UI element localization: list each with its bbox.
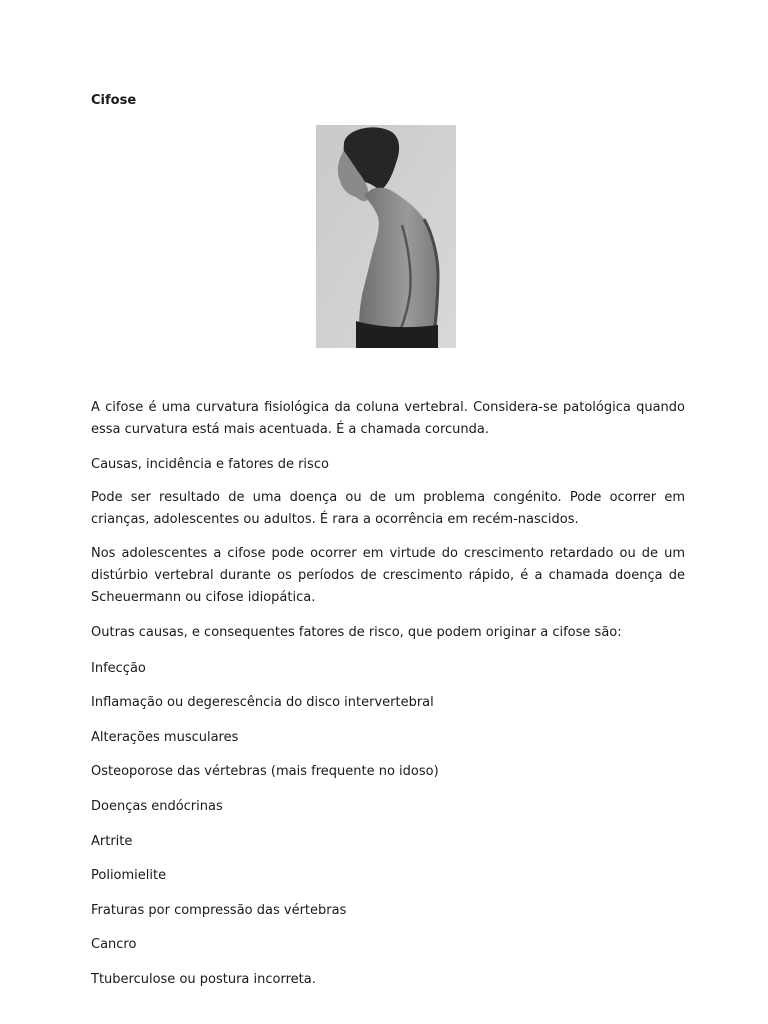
list-item: Cancro bbox=[91, 937, 137, 952]
list-item: Osteoporose das vértebras (mais frequente no idoso) bbox=[91, 764, 439, 779]
list-item: Infecção bbox=[91, 661, 146, 676]
person-profile-icon bbox=[316, 125, 456, 348]
list-item: Fraturas por compressão das vértebras bbox=[91, 903, 347, 918]
section-heading-causes: Causas, incidência e fatores de risco bbox=[91, 457, 329, 472]
list-item: Inflamação ou degerescência do disco intervertebral bbox=[91, 695, 434, 710]
intro-paragraph: A cifose é uma curvatura fisiológica da coluna vertebral. Considera-se patológica quando essa curvatura está mais acentuada. É a chamada corcunda. bbox=[91, 400, 685, 437]
paragraph-origin: Pode ser resultado de uma doença ou de um problema congénito. Pode ocorrer em crianças, adolescentes ou adultos. É rara a ocorrência em recém-nascidos. bbox=[91, 490, 685, 527]
paragraph-adolescents: Nos adolescentes a cifose pode ocorrer em virtude do crescimento retardado ou de um distúrbio vertebral durante os períodos de crescimento rápido, é a chamada doença de Scheuermann ou cifose idiopática. bbox=[91, 546, 685, 605]
document-title: Cifose bbox=[91, 93, 137, 108]
list-item: Doenças endócrinas bbox=[91, 799, 223, 814]
list-item: Alterações musculares bbox=[91, 730, 239, 745]
kyphosis-photo bbox=[316, 125, 456, 348]
list-item: Ttuberculose ou postura incorreta. bbox=[91, 972, 316, 987]
list-item: Artrite bbox=[91, 834, 133, 849]
document-page bbox=[91, 0, 685, 1024]
list-item: Poliomielite bbox=[91, 868, 167, 883]
paragraph-other-causes: Outras causas, e consequentes fatores de risco, que podem originar a cifose são: bbox=[91, 625, 622, 640]
